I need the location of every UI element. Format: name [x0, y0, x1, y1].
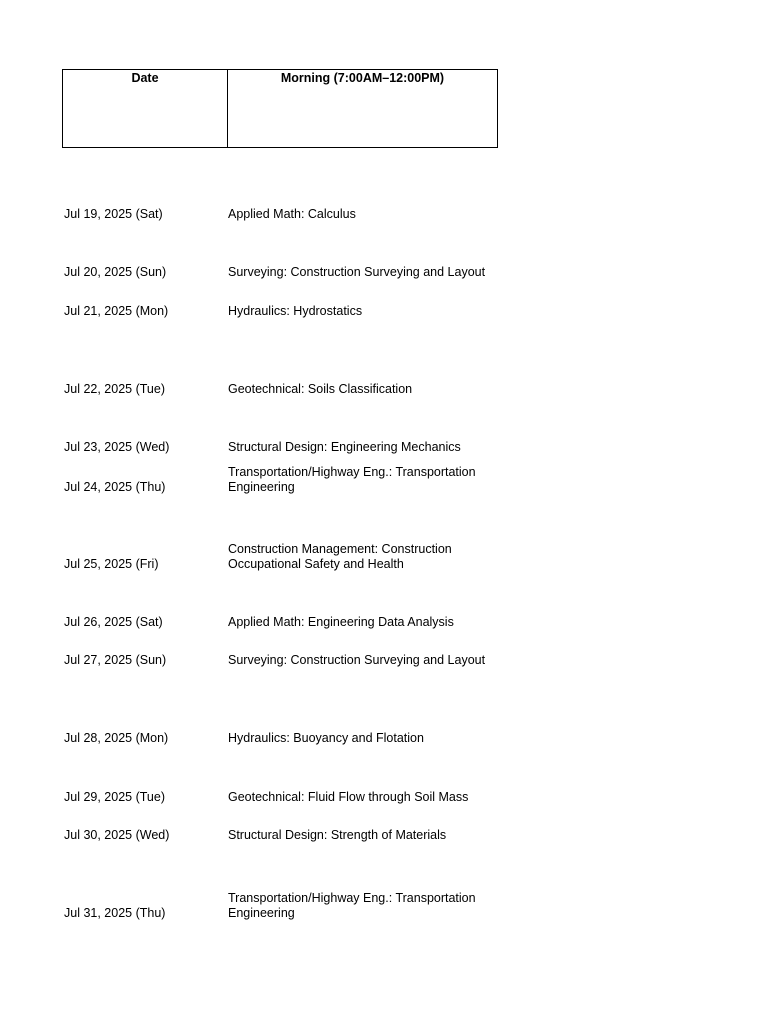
schedule-subject: Hydraulics: Buoyancy and Flotation: [228, 731, 424, 745]
schedule-date: Jul 21, 2025 (Mon): [64, 304, 169, 318]
date-column-header: Date: [63, 70, 228, 147]
schedule-subject: Structural Design: Strength of Materials: [228, 828, 447, 842]
schedule-date: Jul 25, 2025 (Fri): [64, 556, 159, 571]
schedule-subject: Applied Math: Engineering Data Analysis: [228, 615, 454, 629]
schedule-subject: Applied Math: Calculus: [228, 207, 356, 221]
schedule-date: Jul 22, 2025 (Tue): [64, 382, 165, 396]
schedule-date: Jul 31, 2025 (Thu): [64, 905, 166, 920]
schedule-date: Jul 26, 2025 (Sat): [64, 615, 163, 629]
schedule-date: Jul 19, 2025 (Sat): [64, 207, 163, 221]
schedule-subject: Transportation/Highway Eng.: Transportation Engineering: [228, 465, 476, 494]
schedule-date: Jul 20, 2025 (Sun): [64, 265, 167, 279]
schedule-date: Jul 23, 2025 (Wed): [64, 440, 170, 454]
schedule-date: Jul 30, 2025 (Wed): [64, 828, 170, 842]
schedule-date: Jul 28, 2025 (Mon): [64, 731, 169, 745]
schedule-subject: Geotechnical: Fluid Flow through Soil Mass: [228, 790, 469, 804]
morning-column-header: Morning (7:00AM–12:00PM): [280, 71, 445, 85]
schedule-date: Jul 27, 2025 (Sun): [64, 653, 167, 667]
schedule-subject: Surveying: Construction Surveying and Layout: [228, 265, 486, 279]
schedule-subject: Transportation/Highway Eng.: Transportation Engineering: [228, 891, 476, 920]
schedule-date: Jul 29, 2025 (Tue): [64, 790, 165, 804]
schedule-subject: Hydraulics: Hydrostatics: [228, 304, 363, 318]
schedule-subject: Structural Design: Engineering Mechanics: [228, 440, 461, 454]
schedule-subject: Surveying: Construction Surveying and Layout: [228, 653, 486, 667]
schedule-date: Jul 24, 2025 (Thu): [64, 479, 166, 494]
schedule-header-table: [62, 69, 498, 148]
schedule-subject: Geotechnical: Soils Classification: [228, 382, 413, 396]
schedule-subject: Construction Management: Construction Occupational Safety and Health: [228, 542, 452, 571]
